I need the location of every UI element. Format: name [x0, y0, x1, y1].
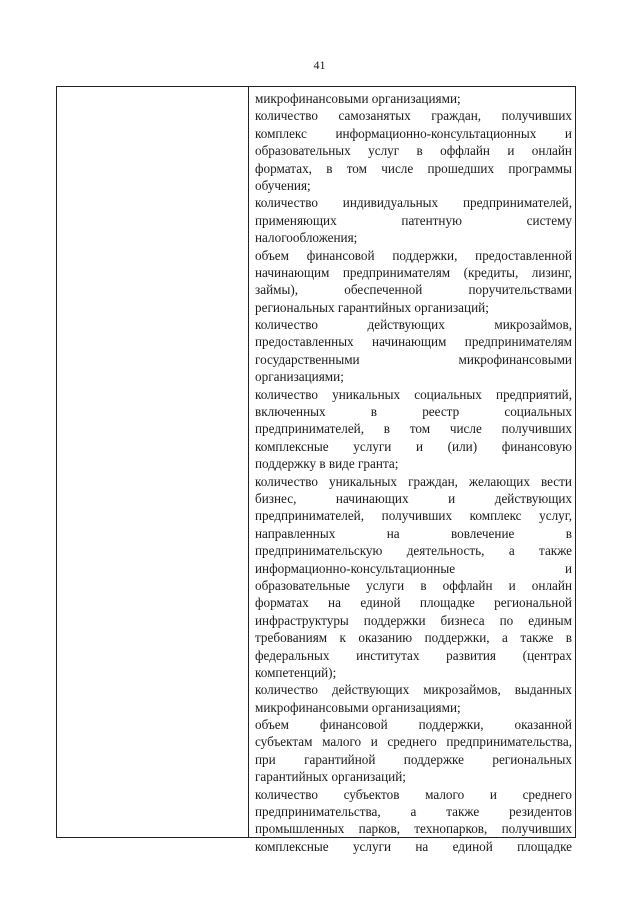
- text-line: комплекс информационно-консультационных и: [255, 125, 572, 141]
- text-line: количество действующих микрозаймов,: [255, 317, 572, 333]
- text-line: форматах на единой площадке региональной: [255, 595, 572, 611]
- text-line: количество уникальных граждан, желающих вести: [255, 473, 572, 489]
- text-line: при гарантийной поддержке региональных: [255, 751, 572, 767]
- text-line: микрофинансовыми организациями;: [255, 91, 461, 106]
- text-line: начинающим предпринимателям (кредиты, лизинг,: [255, 264, 572, 280]
- text-line: бизнес, начинающих и действующих: [255, 490, 572, 506]
- table-right-cell: [249, 87, 575, 854]
- text-line: образовательных услуг в оффлайн и онлайн: [255, 143, 572, 159]
- text-line: включенных в реестр социальных: [255, 404, 572, 420]
- text-line: форматах, в том числе прошедших программы: [255, 160, 572, 176]
- text-line: государственными микрофинансовыми: [255, 351, 572, 367]
- text-line: предпринимательскую деятельность, а также: [255, 543, 572, 559]
- page-number: 41: [313, 58, 326, 72]
- text-line: количество уникальных социальных предприятий,: [255, 386, 572, 402]
- text-line: применяющих патентную систему: [255, 212, 572, 228]
- text-line: предпринимателей, в том числе получивших: [255, 421, 572, 437]
- document-table: [56, 86, 576, 854]
- text-line: инфраструктуры поддержки бизнеса по единым: [255, 612, 572, 628]
- text-line: займы), обеспеченной поручительствами: [255, 282, 572, 298]
- text-line: информационно-консультационные и: [255, 560, 572, 576]
- text-line: количество субъектов малого и среднего: [255, 786, 572, 802]
- text-line: региональных гарантийных организаций;: [255, 299, 489, 315]
- text-line: количество самозанятых граждан, получивших: [255, 108, 572, 124]
- text-line: количество действующих микрозаймов, выданных: [255, 682, 572, 698]
- text-line: количество индивидуальных предпринимателей,: [255, 195, 572, 211]
- text-line: микрофинансовыми организациями;: [255, 699, 461, 715]
- text-line: комплексные услуги на единой площадке: [255, 838, 572, 854]
- text-line: предпринимателей, получивших комплекс услуг,: [255, 508, 572, 524]
- text-line: образовательные услуги в оффлайн и онлайн: [255, 577, 572, 593]
- text-line: направленных на вовлечение в: [255, 525, 572, 541]
- text-line: требованиям к оказанию поддержки, а также в: [255, 630, 572, 646]
- text-line: комплексные услуги и (или) финансовую: [255, 438, 572, 454]
- table-left-cell: [57, 87, 249, 837]
- text-line: федеральных институтах развития (центрах: [255, 647, 572, 663]
- text-line: гарантийных организаций;: [255, 769, 406, 785]
- text-line: налогообложения;: [255, 230, 358, 246]
- text-line: субъектам малого и среднего предпринимательства,: [255, 734, 572, 750]
- text-line: компетенций);: [255, 664, 337, 680]
- text-line: предпринимательства, а также резидентов: [255, 804, 572, 820]
- text-line: предоставленных начинающим предпринимателям: [255, 334, 572, 350]
- text-line: организациями;: [255, 369, 344, 385]
- text-line: обучения;: [255, 177, 311, 193]
- text-line: объем финансовой поддержки, предоставленной: [255, 247, 572, 263]
- text-line: объем финансовой поддержки, оказанной: [255, 717, 572, 733]
- text-line: промышленных парков, технопарков, получивших: [255, 821, 572, 837]
- text-line: поддержку в виде гранта;: [255, 456, 399, 472]
